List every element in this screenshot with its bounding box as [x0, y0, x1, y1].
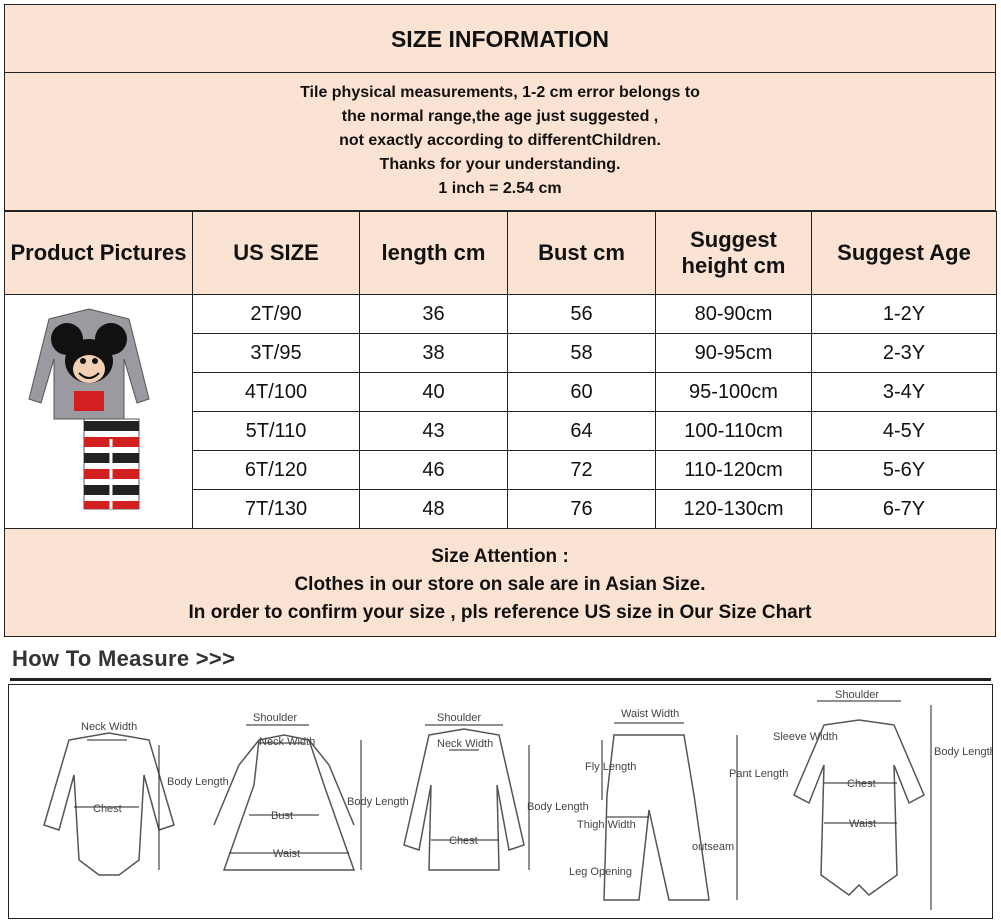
label-fly-length: Fly Length — [585, 761, 637, 773]
bust-cell: 56 — [508, 295, 656, 334]
bust-cell: 64 — [508, 412, 656, 451]
length-cell: 38 — [360, 334, 508, 373]
us-size-cell: 3T/95 — [193, 334, 360, 373]
garment-diagrams — [9, 685, 992, 918]
striped-pants — [84, 419, 139, 509]
label-shoulder: Shoulder — [253, 712, 298, 724]
header-product-pictures: Product Pictures — [5, 212, 193, 295]
bust-cell: 60 — [508, 373, 656, 412]
us-size-cell: 7T/130 — [193, 490, 360, 529]
us-size-cell: 4T/100 — [193, 373, 360, 412]
attention-title: Size Attention : — [431, 546, 569, 567]
label-chest: Chest — [93, 803, 122, 815]
measurement-note — [4, 73, 996, 211]
height-cell: 80-90cm — [656, 295, 812, 334]
us-size-cell: 6T/120 — [193, 451, 360, 490]
table-row — [5, 295, 997, 334]
divider — [10, 678, 991, 681]
note-line: Thanks for your understanding. — [379, 156, 621, 173]
how-to-measure-heading: How To Measure >>> — [12, 646, 236, 671]
length-cell: 46 — [360, 451, 508, 490]
label-waist: Waist — [273, 848, 301, 860]
size-attention — [4, 529, 996, 637]
height-cell: 100-110cm — [656, 412, 812, 451]
age-cell: 1-2Y — [812, 295, 997, 334]
header-suggest-age: Suggest Age — [812, 212, 997, 295]
length-cell: 43 — [360, 412, 508, 451]
note-line: 1 inch = 2.54 cm — [438, 180, 562, 197]
attention-line: In order to confirm your size , pls reference US size in Our Size Chart — [188, 602, 812, 623]
age-cell: 5-6Y — [812, 451, 997, 490]
bust-cell: 58 — [508, 334, 656, 373]
label-body-length: Body Length — [347, 796, 409, 808]
label-neck-width: Neck Width — [259, 736, 316, 748]
attention-line: Clothes in our store on sale are in Asian Size. — [294, 574, 706, 595]
bust-cell: 72 — [508, 451, 656, 490]
height-cell: 120-130cm — [656, 490, 812, 529]
height-cell: 110-120cm — [656, 451, 812, 490]
note-line: not exactly according to differentChildren. — [339, 132, 661, 149]
length-cell: 36 — [360, 295, 508, 334]
measurement-diagrams — [8, 684, 993, 919]
header-bust: Bust cm — [508, 212, 656, 295]
label-body-length: Body Length — [167, 776, 229, 788]
how-to-measure-section — [8, 640, 993, 919]
length-cell: 48 — [360, 490, 508, 529]
us-size-cell: 5T/110 — [193, 412, 360, 451]
label-leg-opening: Leg Opening — [569, 866, 632, 878]
label-body-length: Body Length — [934, 746, 992, 758]
label-waist: Waist — [849, 818, 877, 830]
romper-outline — [794, 720, 924, 895]
pajama-product-image — [19, 299, 179, 519]
size-information-title: SIZE INFORMATION — [4, 4, 996, 73]
header-us-size: US SIZE — [193, 212, 360, 295]
size-chart-table — [4, 211, 997, 529]
header-length: length cm — [360, 212, 508, 295]
label-thigh-width: Thigh Width — [577, 819, 636, 831]
bust-cell: 76 — [508, 490, 656, 529]
label-bust: Bust — [271, 810, 294, 822]
height-cell: 95-100cm — [656, 373, 812, 412]
product-picture-cell — [5, 295, 193, 529]
height-cell: 90-95cm — [656, 334, 812, 373]
label-shoulder: Shoulder — [835, 689, 880, 701]
note-line: the normal range,the age just suggested , — [341, 108, 659, 125]
age-cell: 6-7Y — [812, 490, 997, 529]
label-chest: Chest — [847, 778, 876, 790]
header-suggest-height: Suggest height cm — [656, 212, 812, 295]
length-cell: 40 — [360, 373, 508, 412]
label-sleeve-width: Sleeve Width — [773, 731, 838, 743]
age-cell: 4-5Y — [812, 412, 997, 451]
label-neck-width: Neck Width — [81, 721, 138, 733]
table-header-row — [5, 212, 997, 295]
label-pant-length: Pant Length — [729, 768, 789, 780]
note-line: Tile physical measurements, 1-2 cm error belongs to — [300, 84, 700, 101]
label-neck-width: Neck Width — [437, 738, 494, 750]
us-size-cell: 2T/90 — [193, 295, 360, 334]
age-cell: 2-3Y — [812, 334, 997, 373]
label-body-length: Body Length — [527, 801, 589, 813]
label-shoulder: Shoulder — [437, 712, 482, 724]
age-cell: 3-4Y — [812, 373, 997, 412]
label-chest: Chest — [449, 835, 478, 847]
label-waist-width: Waist Width — [621, 708, 680, 720]
label-outseam: outseam — [692, 841, 735, 853]
